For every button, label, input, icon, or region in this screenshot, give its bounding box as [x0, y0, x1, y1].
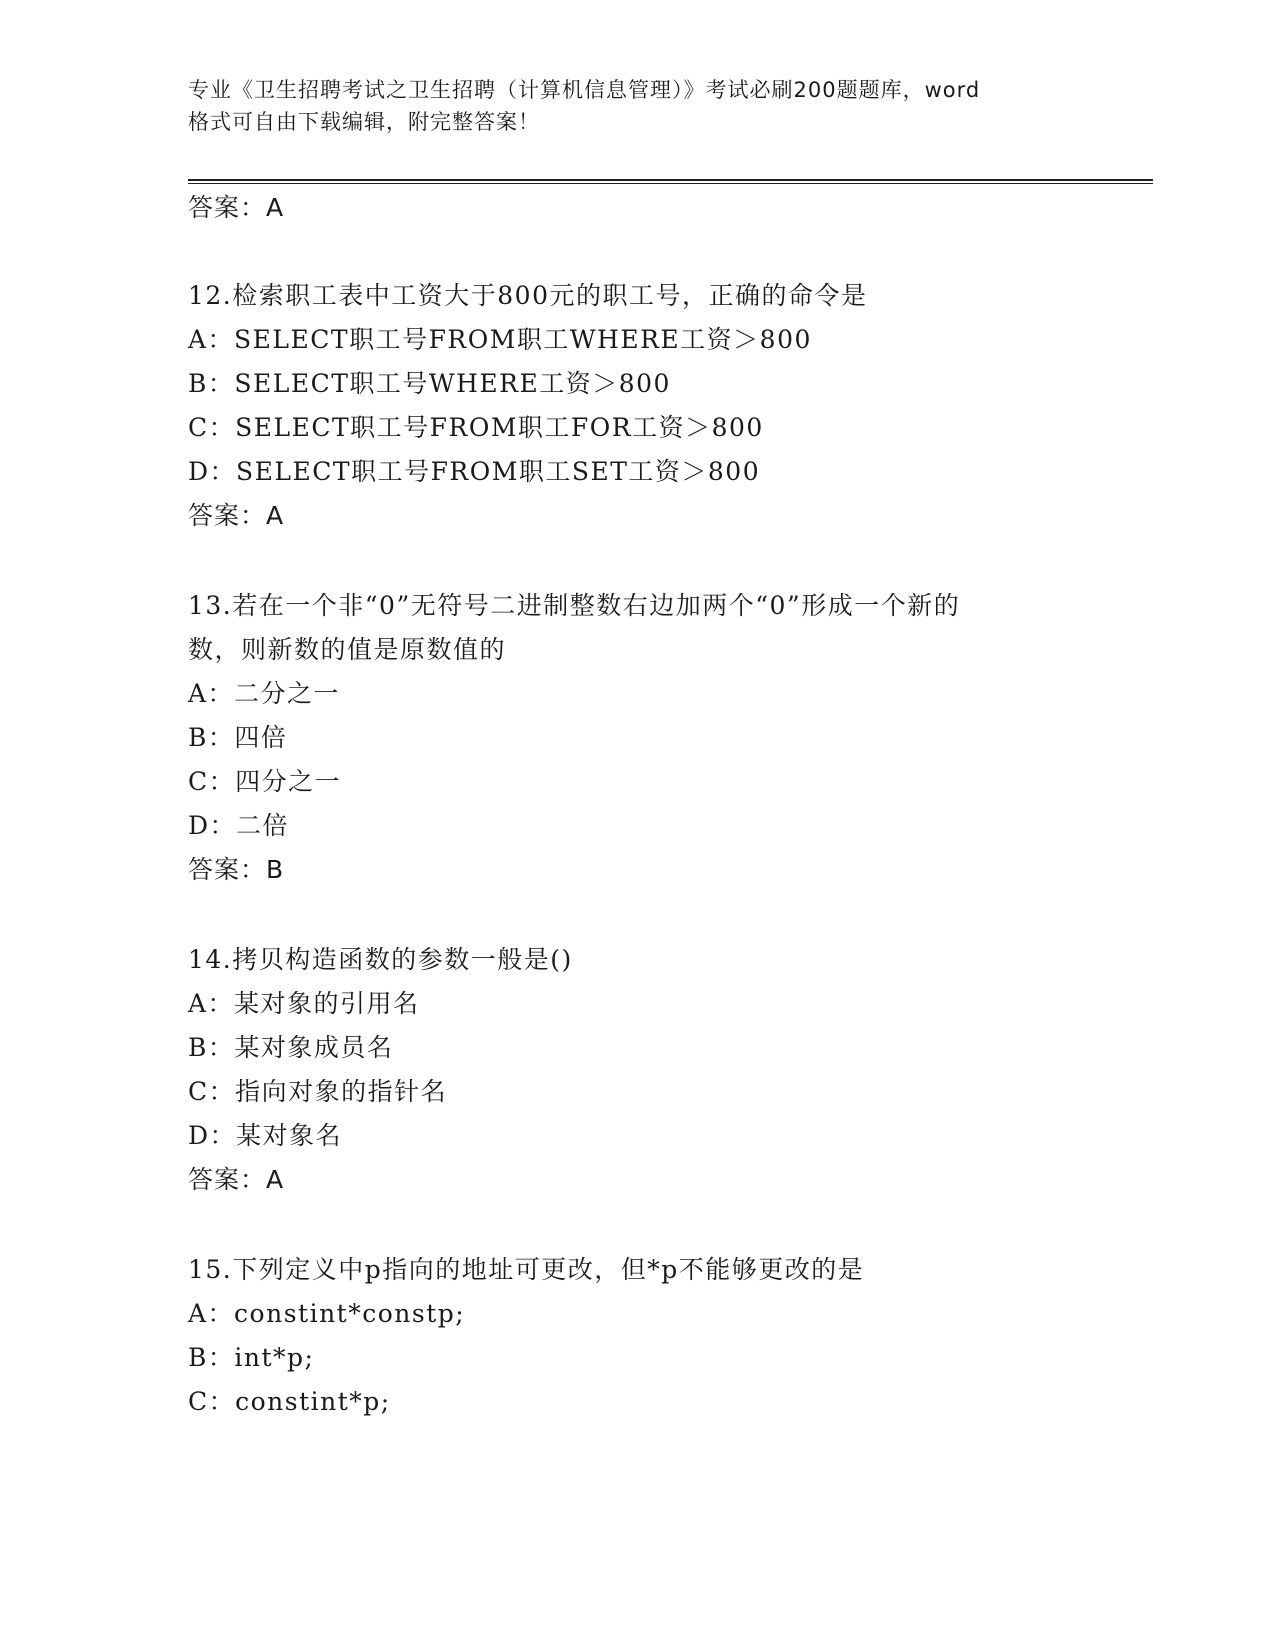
header-line-1: 专业《卫生招聘考试之卫生招聘（计算机信息管理）》考试必刷200题题库，word: [188, 78, 981, 102]
q15-option-a: A：constint*constp;: [188, 1299, 466, 1328]
header-divider-thin: [188, 183, 1153, 184]
q14-option-b: B：某对象成员名: [188, 1033, 394, 1062]
previous-answer: 答案：A: [188, 193, 285, 222]
q14-stem: 14.拷贝构造函数的参数一般是(): [188, 945, 573, 974]
q15-stem: 15.下列定义中p指向的地址可更改，但*p不能够更改的是: [188, 1255, 865, 1284]
q12-option-c: C：SELECT职工号FROM职工FOR工资＞800: [188, 413, 764, 442]
q14-option-d: D：某对象名: [188, 1121, 343, 1150]
q13-option-a: A：二分之一: [188, 679, 341, 708]
q13-option-b: B：四倍: [188, 723, 288, 752]
q12-answer: 答案：A: [188, 501, 285, 530]
q12-option-a: A：SELECT职工号FROM职工WHERE工资＞800: [188, 325, 812, 354]
q13-stem-line-2: 数，则新数的值是原数值的: [188, 635, 507, 664]
q12-option-b: B：SELECT职工号WHERE工资＞800: [188, 369, 671, 398]
header-line-2: 格式可自由下载编辑，附完整答案！: [188, 110, 540, 134]
q13-option-c: C：四分之一: [188, 767, 342, 796]
q13-stem-line-1: 13.若在一个非“0”无符号二进制整数右边加两个“0”形成一个新的: [188, 591, 961, 620]
q13-option-d: D：二倍: [188, 811, 290, 840]
q15-option-b: B：int*p;: [188, 1343, 315, 1372]
q12-option-d: D：SELECT职工号FROM职工SET工资＞800: [188, 457, 761, 486]
q14-answer: 答案：A: [188, 1165, 285, 1194]
q13-answer: 答案：B: [188, 855, 285, 884]
q12-stem: 12.检索职工表中工资大于800元的职工号，正确的命令是: [188, 281, 868, 310]
document-header: [188, 74, 1088, 138]
header-divider-thick: [188, 179, 1153, 181]
q15-option-c: C：constint*p;: [188, 1387, 391, 1416]
q14-option-c: C：指向对象的指针名: [188, 1077, 448, 1106]
q14-option-a: A：某对象的引用名: [188, 989, 420, 1018]
